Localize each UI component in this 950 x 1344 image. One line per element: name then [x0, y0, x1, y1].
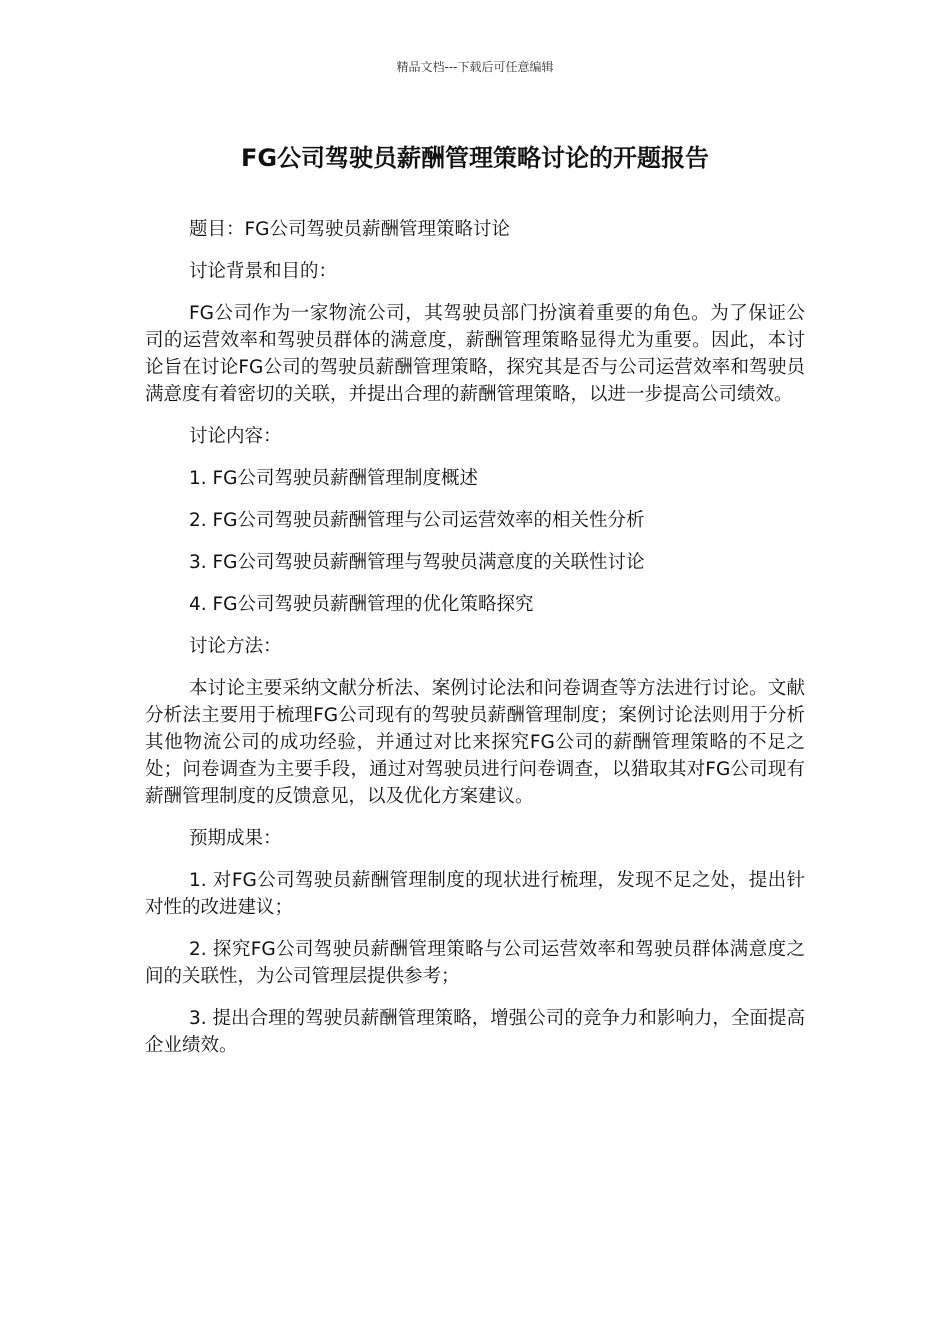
document-body — [145, 216, 805, 1059]
results-item: 1. 对FG公司驾驶员薪酬管理制度的现状进行梳理，发现不足之处，提出针对性的改进建议； — [145, 870, 805, 918]
content-item: 2. FG公司驾驶员薪酬管理与公司运营效率的相关性分析 — [189, 510, 645, 531]
content-item: 4. FG公司驾驶员薪酬管理的优化策略探究 — [189, 594, 534, 615]
document-title: FG公司驾驶员薪酬管理策略讨论的开题报告 — [240, 144, 710, 172]
content-item: 3. FG公司驾驶员薪酬管理与驾驶员满意度的关联性讨论 — [189, 552, 645, 573]
results-heading: 预期成果： — [189, 828, 282, 849]
content-heading: 讨论内容： — [189, 426, 282, 447]
results-item: 2. 探究FG公司驾驶员薪酬管理策略与公司运营效率和驾驶员群体满意度之间的关联性，为公司管理层提供参考； — [145, 939, 805, 987]
method-heading: 讨论方法： — [189, 636, 282, 657]
background-heading: 讨论背景和目的： — [189, 261, 338, 282]
method-paragraph: 本讨论主要采纳文献分析法、案例讨论法和问卷调查等方法进行讨论。文献分析法主要用于梳理FG公司现有的驾驶员薪酬管理制度；案例讨论法则用于分析其他物流公司的成功经验，并通过对比来探究FG公司的薪酬管理策略的不足之处；问卷调查为主要手段，通过对驾驶员进行问卷调查，以猎取其对FG公司现有薪酬管理制度的反馈意见，以及优化方案建议。 — [145, 678, 805, 807]
topic-line: 题目：FG公司驾驶员薪酬管理策略讨论 — [189, 219, 510, 240]
background-paragraph: FG公司作为一家物流公司，其驾驶员部门扮演着重要的角色。为了保证公司的运营效率和驾驶员群体的满意度，薪酬管理策略显得尤为重要。因此，本讨论旨在讨论FG公司的驾驶员薪酬管理策略，探究其是否与公司运营效率和驾驶员满意度有着密切的关联，并提出合理的薪酬管理策略，以进一步提高公司绩效。 — [145, 303, 805, 405]
page-header: 精品文档---下载后可任意编辑 — [396, 60, 554, 74]
content-item: 1. FG公司驾驶员薪酬管理制度概述 — [189, 468, 479, 489]
results-item: 3. 提出合理的驾驶员薪酬管理策略，增强公司的竞争力和影响力，全面提高企业绩效。 — [145, 1008, 805, 1056]
